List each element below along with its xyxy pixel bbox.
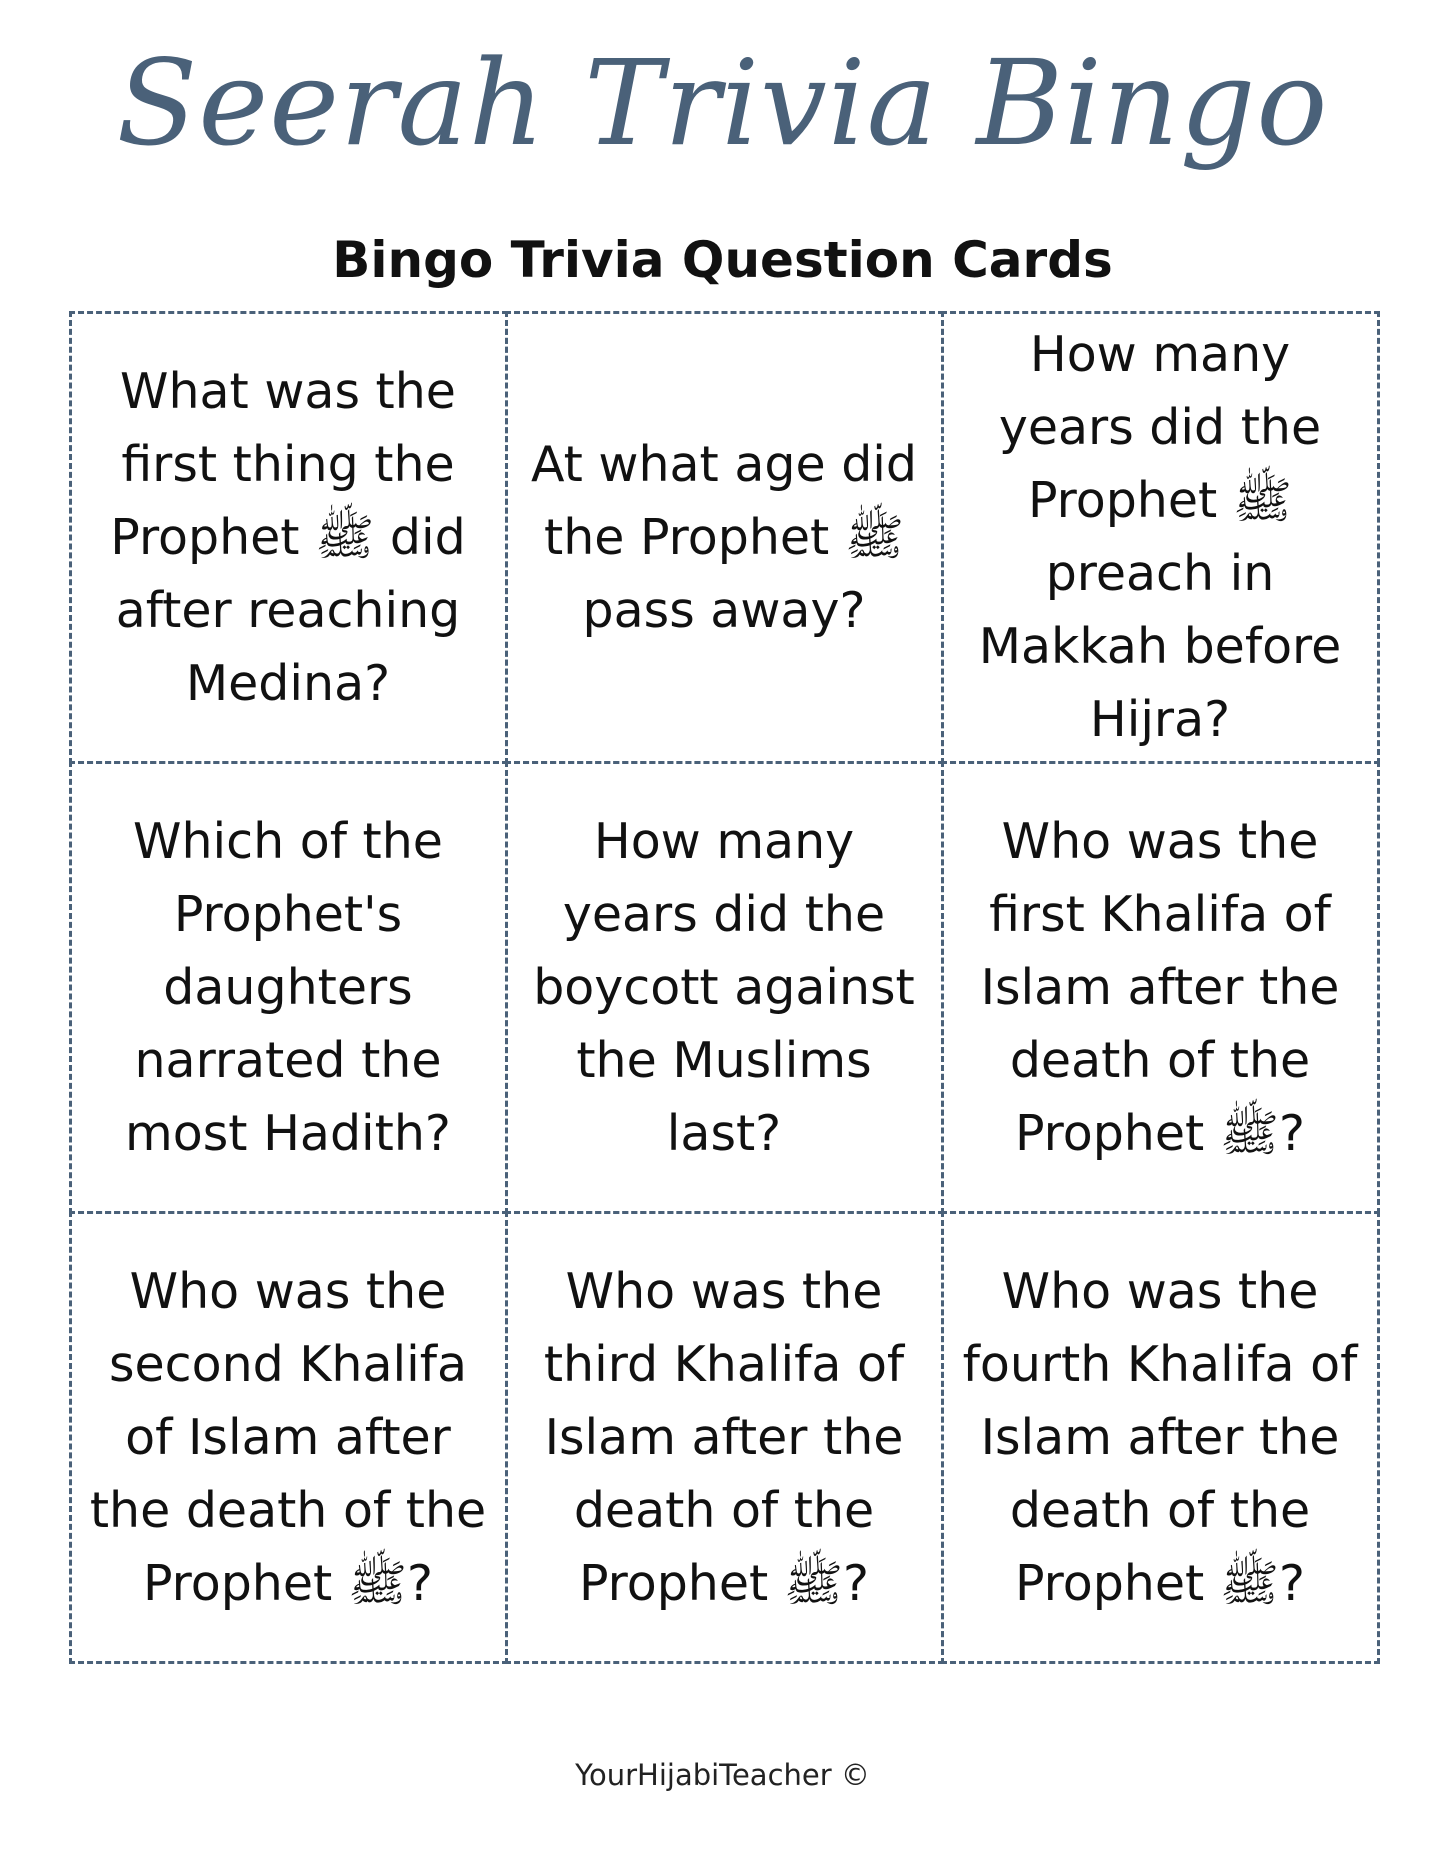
question-text: Who was the fourth Khalifa of Islam after the death of the Prophet ﷺ?: [962, 1262, 1358, 1612]
page-subtitle: Bingo Trivia Question Cards: [332, 231, 1113, 289]
question-text: Who was the first Khalifa of Islam after the death of the Prophet ﷺ?: [980, 812, 1340, 1162]
copyright-footer: YourHijabiTeacher ©: [575, 1758, 870, 1792]
question-card: [69, 761, 508, 1214]
question-card-grid: [70, 312, 1378, 1662]
question-text: At what age did the Prophet ﷺ pass away?: [530, 435, 918, 639]
question-card: [505, 311, 944, 764]
question-text: What was the first thing the Prophet ﷺ did after reaching Medina?: [110, 362, 466, 712]
question-card: [505, 761, 944, 1214]
question-text: Who was the third Khalifa of Islam after the death of the Prophet ﷺ?: [543, 1262, 905, 1612]
question-card: [941, 1211, 1380, 1664]
question-card: [69, 311, 508, 764]
question-card: [941, 311, 1380, 764]
question-text: How many years did the Prophet ﷺ preach in Makkah before Hijra?: [978, 326, 1342, 748]
question-text: Which of the Prophet's daughters narrated the most Hadith?: [125, 812, 451, 1162]
page-title: Seerah Trivia Bingo: [116, 34, 1329, 172]
question-card: [505, 1211, 944, 1664]
question-card: [941, 761, 1380, 1214]
question-text: How many years did the boycott against the Muslims last?: [533, 812, 915, 1162]
question-text: Who was the second Khalifa of Islam after the death of the Prophet ﷺ?: [89, 1262, 487, 1612]
question-card: [69, 1211, 508, 1664]
